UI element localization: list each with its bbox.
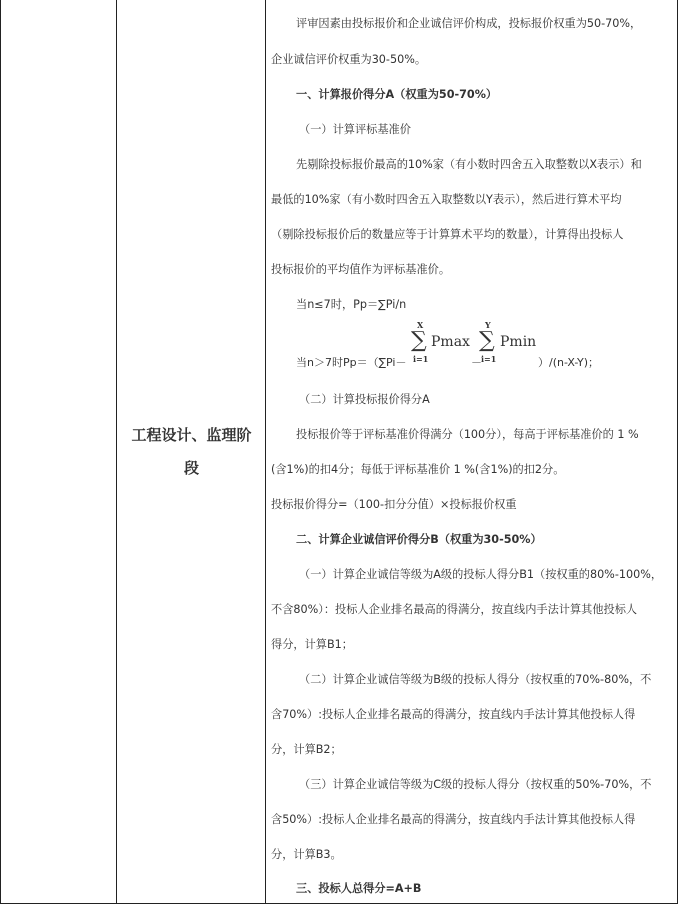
paragraph-line: （剔除投标报价后的数量应等于计算算术平均的数量），计算得出投标人 (271, 228, 624, 241)
paragraph-line: 含70%）:投标人企业排名最高的得满分，按直线内手法计算其他投标人得 (271, 708, 636, 721)
paragraph-line: （三）计算企业诚信等级为C级的投标人得分（按权重的50%-70%，不 (299, 778, 652, 791)
pmax-term: Pmax (431, 334, 470, 350)
sigma-symbol: ∑ (479, 328, 495, 353)
section-heading: 二、计算企业诚信评价得分B（权重为30-50%） (296, 533, 542, 546)
table-border-bottom (0, 903, 678, 904)
paragraph-line: 不含80%）：投标人企业排名最高的得满分，按直线内手法计算其他投标人 (271, 603, 638, 616)
sigma-lower-limit: i=1 (481, 354, 497, 364)
formula-block (271, 318, 671, 368)
paragraph-line: （一）计算企业诚信等级为A级的投标人得分B1（按权重的80%-100%， (299, 568, 663, 581)
formula-minus: － (471, 356, 482, 369)
paragraph-line: 投标报价等于评标基准价得满分（100分），每高于评标基准价的 1 % (296, 428, 639, 441)
formula-suffix: ）/(n-X-Y)； (538, 356, 600, 369)
paragraph-line: 分，计算B2； (271, 743, 342, 756)
formula-prefix: 当n＞7时Pp＝（∑Pi－ (296, 356, 407, 369)
stage-cell (117, 0, 266, 904)
sigma-lower-limit: i=1 (413, 354, 429, 364)
paragraph-line: 分，计算B3。 (271, 848, 342, 861)
sigma-upper-limit: Y (485, 320, 491, 330)
sigma-symbol: ∑ (411, 328, 427, 353)
paragraph-line: 含50%）:投标人企业排名最高的得满分，按直线内手法计算其他投标人得 (271, 813, 636, 826)
table-border-right (677, 0, 678, 904)
paragraph-line: 企业诚信评价权重为30-50%。 (271, 53, 427, 66)
paragraph-line: (含1%)的扣4分；每低于评标基准价 1 %(含1%)的扣2分。 (271, 463, 565, 476)
paragraph-line: 投标报价的平均值作为评标基准价。 (271, 263, 451, 276)
section-heading: 一、计算报价得分A（权重为50-70%） (296, 88, 498, 101)
stage-label: 工程设计、监理阶段 (131, 426, 252, 477)
paragraph-line: 先剔除投标报价最高的10%家（有小数时四舍五入取整数以X表示）和 (296, 158, 642, 171)
section-heading: 三、投标人总得分=A+B (296, 882, 422, 895)
subsection-heading: （二）计算投标报价得分A (299, 393, 430, 406)
paragraph-line: 得分，计算B1； (271, 638, 353, 651)
paragraph-line: 最低的10%家（有小数时四舍五入取整数以Y表示），然后进行算术平均 (271, 193, 622, 206)
formula-line: 当n≤7时，Pp＝∑Pi/n (296, 298, 407, 311)
paragraph-line: 评审因素由投标报价和企业诚信评价构成，投标报价权重为50-70%， (296, 17, 642, 30)
pmin-term: Pmin (500, 334, 537, 350)
table-border-left (0, 0, 1, 904)
paragraph-line: （二）计算企业诚信等级为B级的投标人得分（按权重的70%-80%，不 (299, 673, 652, 686)
subsection-heading: （一）计算评标基准价 (299, 123, 411, 136)
paragraph-line: 投标报价得分=（100-扣分分值）×投标报价权重 (271, 498, 517, 511)
sigma-upper-limit: X (417, 320, 424, 330)
